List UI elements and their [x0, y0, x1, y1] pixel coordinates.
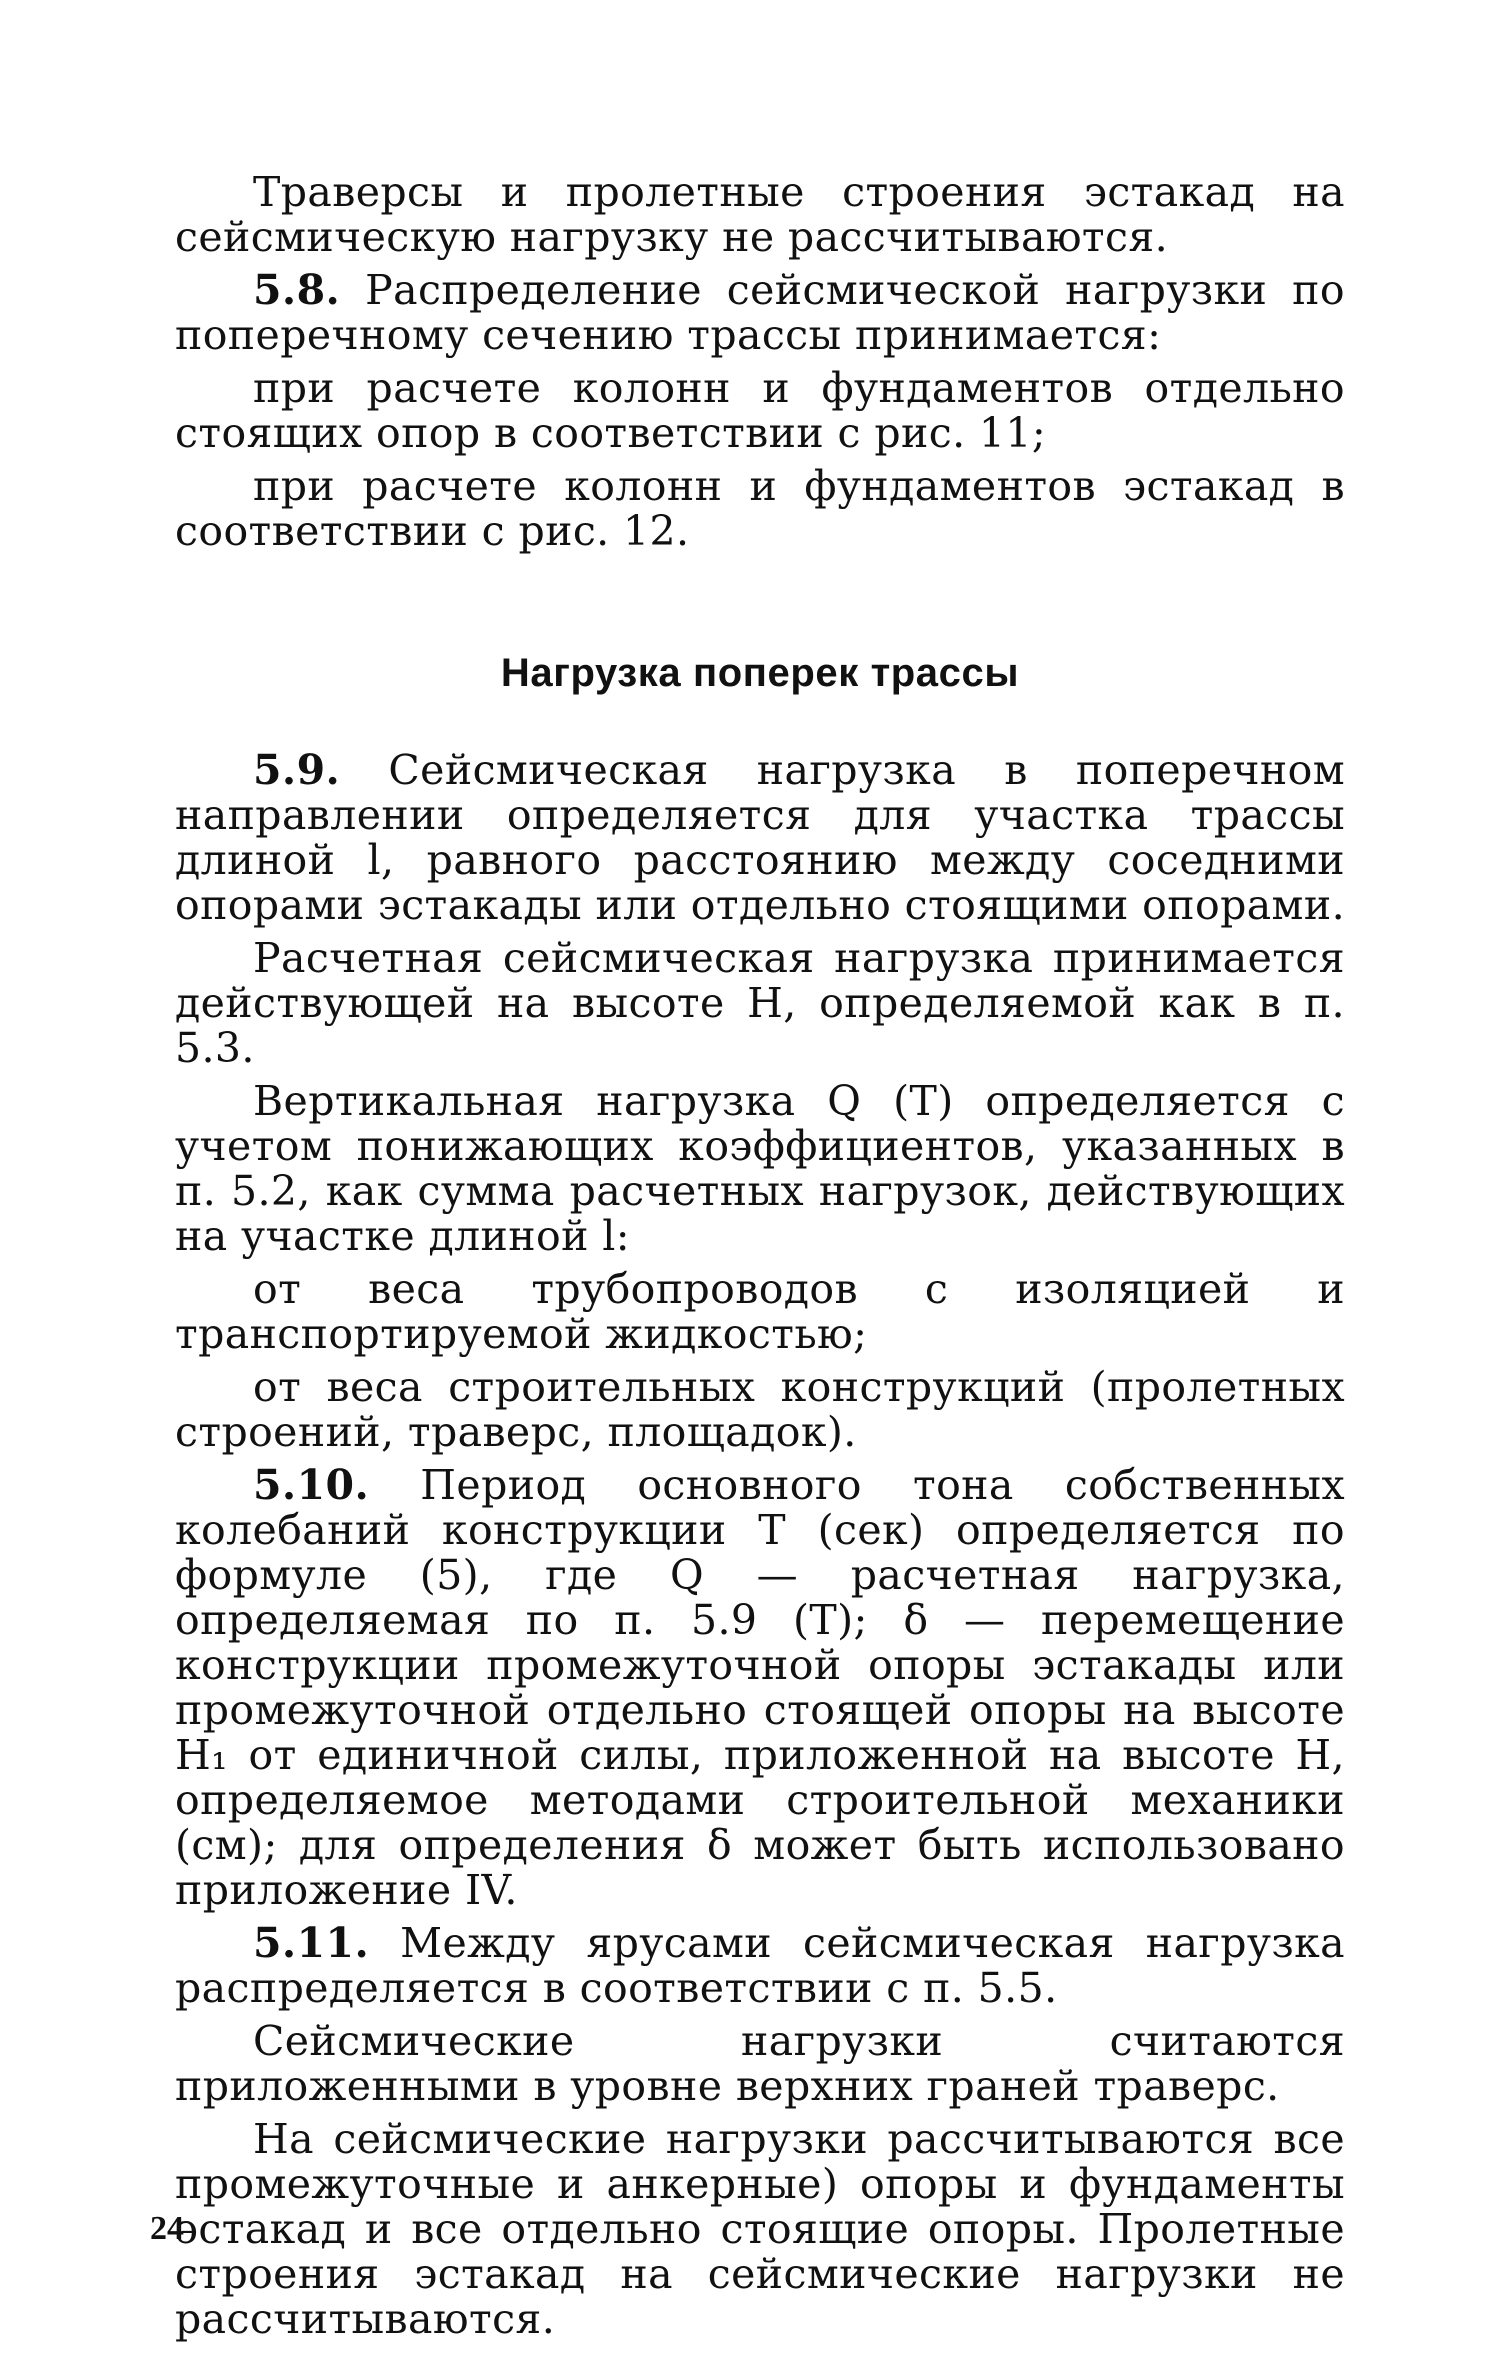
paragraph-number: 5.8. — [253, 266, 341, 314]
document-page — [175, 170, 1345, 2350]
page-number: 24 — [150, 2210, 184, 2247]
paragraph — [175, 1365, 1345, 1455]
paragraph-text: Распределение сейсмической нагрузки по поперечному сечению трассы принимается: — [175, 266, 1345, 359]
paragraph-number: 5.11. — [253, 1919, 370, 1967]
paragraph-number: 5.9. — [253, 746, 341, 794]
paragraph-text: Период основного тона собственных колебаний конструкции T (сек) определяется по формуле (5), где Q — расчетная нагрузка, определяемая по п. 5.9 (T); δ — перемещение конструкции промежуточной опоры эстакады или промежуточной отдельно стоящей опоры на высоте H₁ от единичной силы, приложенной на высоте H, определяемое методами строительной механики (см); для определения δ может быть использовано приложение IV. — [175, 1461, 1345, 1914]
paragraph-text: от веса строительных конструкций (пролетных строений, траверс, площадок). — [175, 1363, 1345, 1456]
paragraph-5-10 — [175, 1463, 1345, 1913]
paragraph-text: от веса трубопроводов с изоляцией и транспортируемой жидкостью; — [175, 1265, 1345, 1358]
paragraph-5-11 — [175, 1921, 1345, 2011]
heading-spacer — [175, 562, 1345, 610]
paragraph — [175, 1267, 1345, 1357]
paragraph — [175, 170, 1345, 260]
paragraph-text: Сейсмические нагрузки считаются приложенными в уровне верхних граней траверс. — [175, 2017, 1345, 2110]
paragraph-text: при расчете колонн и фундаментов отдельно стоящих опор в соответствии с рис. 11; — [175, 364, 1345, 457]
paragraph — [175, 366, 1345, 456]
paragraph-text: Вертикальная нагрузка Q (T) определяется с учетом понижающих коэффициентов, указанных в п. 5.2, как сумма расчетных нагрузок, действующих на участке длиной l: — [175, 1077, 1345, 1260]
paragraph — [175, 1079, 1345, 1259]
paragraph-5-9 — [175, 748, 1345, 928]
section-heading: Нагрузка поперек трассы — [500, 651, 1020, 695]
paragraph-text: Сейсмическая нагрузка в поперечном направлении определяется для участка трассы длиной l, равного расстоянию между соседними опорами эстакады или отдельно стоящими опорами. — [175, 746, 1346, 929]
paragraph-text: На сейсмические нагрузки рассчитываются все промежуточные и анкерные) опоры и фундаменты эстакад и все отдельно стоящие опоры. Пролетные строения эстакад на сейсмические нагрузки не рассчитываются. — [175, 2115, 1345, 2343]
paragraph-text: Траверсы и пролетные строения эстакад на сейсмическую нагрузку не рассчитываются. — [175, 168, 1345, 261]
paragraph-text: Расчетная сейсмическая нагрузка принимается действующей на высоте H, определяемой как в п. 5.3. — [175, 934, 1345, 1072]
paragraph-text: при расчете колонн и фундаментов эстакад в соответствии с рис. 12. — [175, 462, 1345, 555]
paragraph-number: 5.10. — [253, 1461, 370, 1509]
paragraph — [175, 2019, 1345, 2109]
paragraph-5-8 — [175, 268, 1345, 358]
paragraph — [175, 464, 1345, 554]
paragraph — [175, 2117, 1345, 2342]
paragraph — [175, 936, 1345, 1071]
paragraph-text: Между ярусами сейсмическая нагрузка распределяется в соответствии с п. 5.5. — [175, 1919, 1345, 2012]
